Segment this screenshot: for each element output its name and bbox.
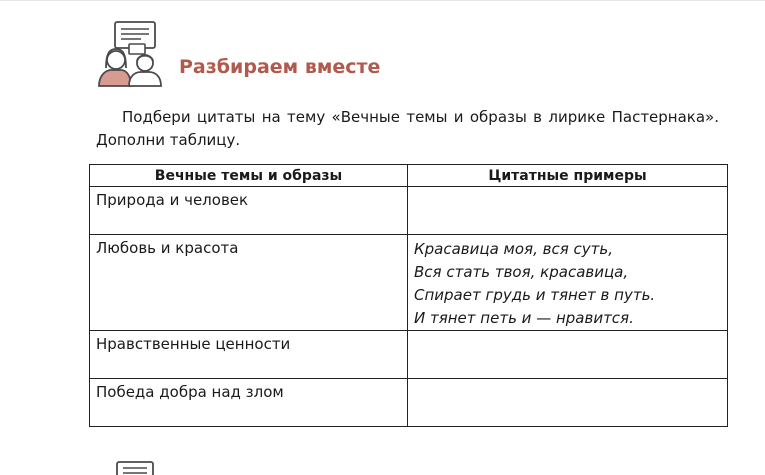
quote-cell-empty[interactable] [408,187,728,235]
quote-line: И тянет петь и — нравится. [414,309,634,327]
quote-line: Спирает грудь и тянет в путь. [414,286,656,304]
table-row [90,187,728,235]
discussion-people-icon [95,20,165,90]
quote-cell [408,235,728,331]
table-header-row [90,165,728,187]
quote-cell-empty[interactable] [408,331,728,379]
table-row [90,379,728,427]
theme-cell: Нравственные ценности [90,331,408,379]
theme-cell: Победа добра над злом [90,379,408,427]
theme-cell: Природа и человек [90,187,408,235]
quote-cell-empty[interactable] [408,379,728,427]
quotes-table [89,164,728,427]
table-row [90,331,728,379]
quote-line: Красавица моя, вся суть, [414,240,613,258]
theme-cell: Любовь и красота [90,235,408,331]
top-divider [0,0,765,1]
column-header-quotes: Цитатные примеры [408,165,728,187]
task-instruction: Подбери цитаты на тему «Вечные темы и образы в лирике Пастернака». Дополни таблицу. [96,108,719,149]
quote-line: Вся стать твоя, красавица, [414,263,629,281]
next-section-icon [113,461,157,475]
column-header-themes: Вечные темы и образы [90,165,408,187]
section-title: Разбираем вместе [179,56,381,78]
table-row [90,235,728,331]
